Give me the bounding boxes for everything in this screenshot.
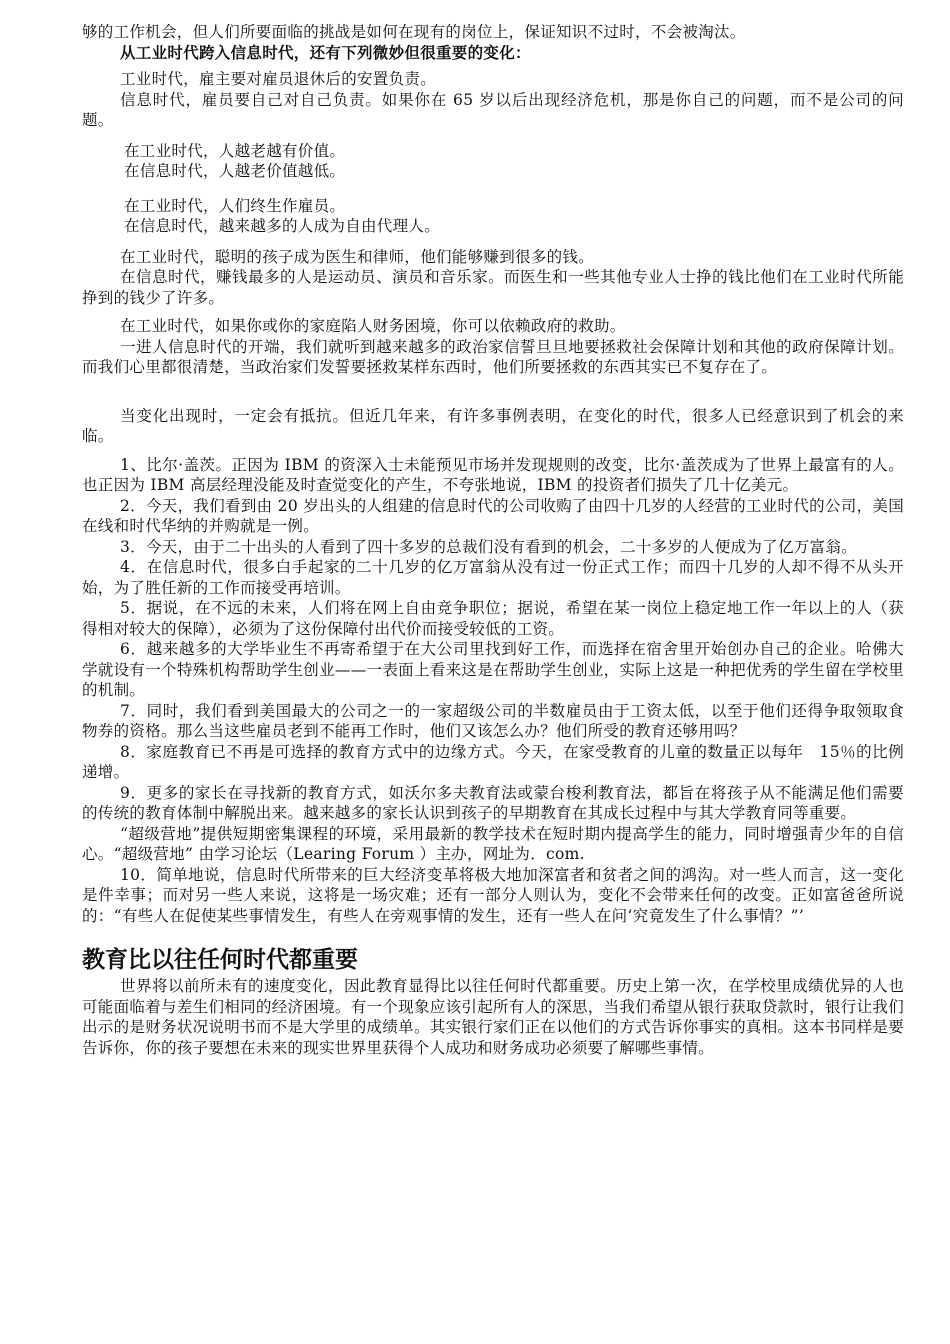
list-item: 10．简单地说，信息时代所带来的巨大经济变革将极大地加深富者和贫者之间的鸿沟。对一些人而言，这一变化是件幸事；而对另一些人来说，这将是一场灾难；还有一部分人则认为，变化不会带来任何的改变。正如富爸爸所说的：“有些人在促使某些事情发生，有些人在旁观事情的发生，还有一些人在问‘究竟发生了什么事情？”’: [82, 865, 904, 925]
list-item: 9．更多的家长在寻找新的教育方式，如沃尔多夫教育法或蒙台梭利教育法，都旨在将孩子从不能满足他们需要的传统的教育体制中解脱出来。越来越多的家长认识到孩子的早期教育在其成长过程中与其大学教育同等重要。: [82, 783, 904, 822]
list-item: 6．越来越多的大学毕业生不再寄希望于在大公司里找到好工作，而选择在宿舍里开始创办自己的企业。哈佛大学就设有一个特殊机构帮助学生创业——一表面上看来这是在帮助学生创业，实际上这是一种把优秀的学生留在学校里的机制。: [82, 640, 904, 699]
paragraph: 在信息时代，赚钱最多的人是运动员、演员和音乐家。而医生和一些其他专业人士挣的钱比他们在工业时代所能挣到的钱少了许多。: [82, 268, 904, 307]
paragraph: 一进人信息时代的开端，我们就听到越来越多的政治家信誓旦旦地要拯救社会保障计划和其他的政府保障计划。而我们心里都很清楚，当政治家们发誓要拯救某样东西时，他们所要拯救的东西其实已不复存在了。: [82, 337, 904, 376]
bold-intro: 从工业时代跨入信息时代，还有下列微妙但很重要的变化：: [120, 42, 531, 62]
paragraph: 在工业时代，聪明的孩子成为医生和律师，他们能够赚到很多的钱。: [120, 247, 595, 266]
section-heading: 教育比以往任何时代都重要: [82, 947, 358, 973]
comparison-line: 在信息时代，越来越多的人成为自由代理人。: [124, 217, 441, 235]
paragraph: 工业时代，雇主要对雇员退休后的安置负责。: [120, 70, 437, 88]
list-item: 7．同时，我们看到美国最大的公司之一的一家超级公司的半数雇员由于工资太低，以至于他们还得争取领取食物券的资格。那么当这些雇员老到不能再工作时，他们又该怎么办？他们所受的教育还够用吗？: [82, 701, 904, 740]
document-page: [82, 22, 904, 1058]
paragraph: 当变化出现时，一定会有抵抗。但近几年来，有许多事例表明，在变化的时代，很多人已经意识到了机会的来临。: [82, 406, 904, 445]
list-item: 4．在信息时代，很多白手起家的二十几岁的亿万富翁从没有过一份正式工作；而四十几岁的人却不得不从头开始，为了胜任新的工作而接受再培训。: [82, 558, 904, 597]
list-item: 3．今天，由于二十出头的人看到了四十多岁的总裁们没有看到的机会，二十多岁的人便成为了亿万富翁。: [120, 537, 857, 556]
paragraph: “超级营地”提供短期密集课程的环境，采用最新的教学技术在短时期内提高学生的能力，同时增强青少年的自信心。“超级营地” 由学习论坛（Learing Forum ）主办，网址为．com.: [82, 824, 904, 863]
list-item: 8．家庭教育已不再是可选择的教育方式中的边缘方式。今天，在家受教育的儿童的数量正以每年 15％的比例递增。: [82, 742, 904, 781]
list-item: 2．今天，我们看到由 20 岁出头的人组建的信息时代的公司收购了由四十几岁的人经营的工业时代的公司，美国在线和时代华纳的并购就是一例。: [82, 496, 904, 535]
comparison-line: 在信息时代，人越老价值越低。: [124, 162, 346, 180]
comparison-line: 在工业时代，人越老越有价值。: [124, 141, 346, 160]
paragraph: 在工业时代，如果你或你的家庭陷人财务困境，你可以依赖政府的救助。: [120, 317, 626, 335]
paragraph: 信息时代，雇员要自己对自己负责。如果你在 65 岁以后出现经济危机，那是你自己的问题，而不是公司的问题。: [82, 90, 904, 129]
list-item: 5．据说，在不远的未来，人们将在网上自由竞争职位；据说，希望在某一岗位上稳定地工作一年以上的人（获得相对较大的保障），必须为了这份保障付出代价而接受较低的工资。: [82, 599, 904, 638]
comparison-line: 在工业时代，人们终生作雇员。: [124, 196, 346, 215]
list-item: 1、比尔·盖茨。正因为 IBM 的资深入士未能预见市场并发现规则的改变，比尔·盖茨成为了世界上最富有的人。也正因为 IBM 高层经理没能及时查觉变化的产生，不夸张地说，IBM 的投资者们损失了几十亿美元。: [82, 455, 904, 494]
paragraph: 世界将以前所未有的速度变化，因此教育显得比以往任何时代都重要。历史上第一次，在学校里成绩优异的人也可能面临着与差生们相同的经济困境。有一个现象应该引起所有人的深思，当我们希望从银行获取贷款时，银行让我们出示的是财务状况说明书而不是大学里的成绩单。其实银行家们正在以他们的方式告诉你事实的真相。这本书同样是要告诉你，你的孩子要想在未来的现实世界里获得个人成功和财务成功必须要了解哪些事情。: [82, 977, 904, 1057]
paragraph: 够的工作机会，但人们所要面临的挑战是如何在现有的岗位上，保证知识不过时，不会被淘汰。: [82, 23, 746, 41]
